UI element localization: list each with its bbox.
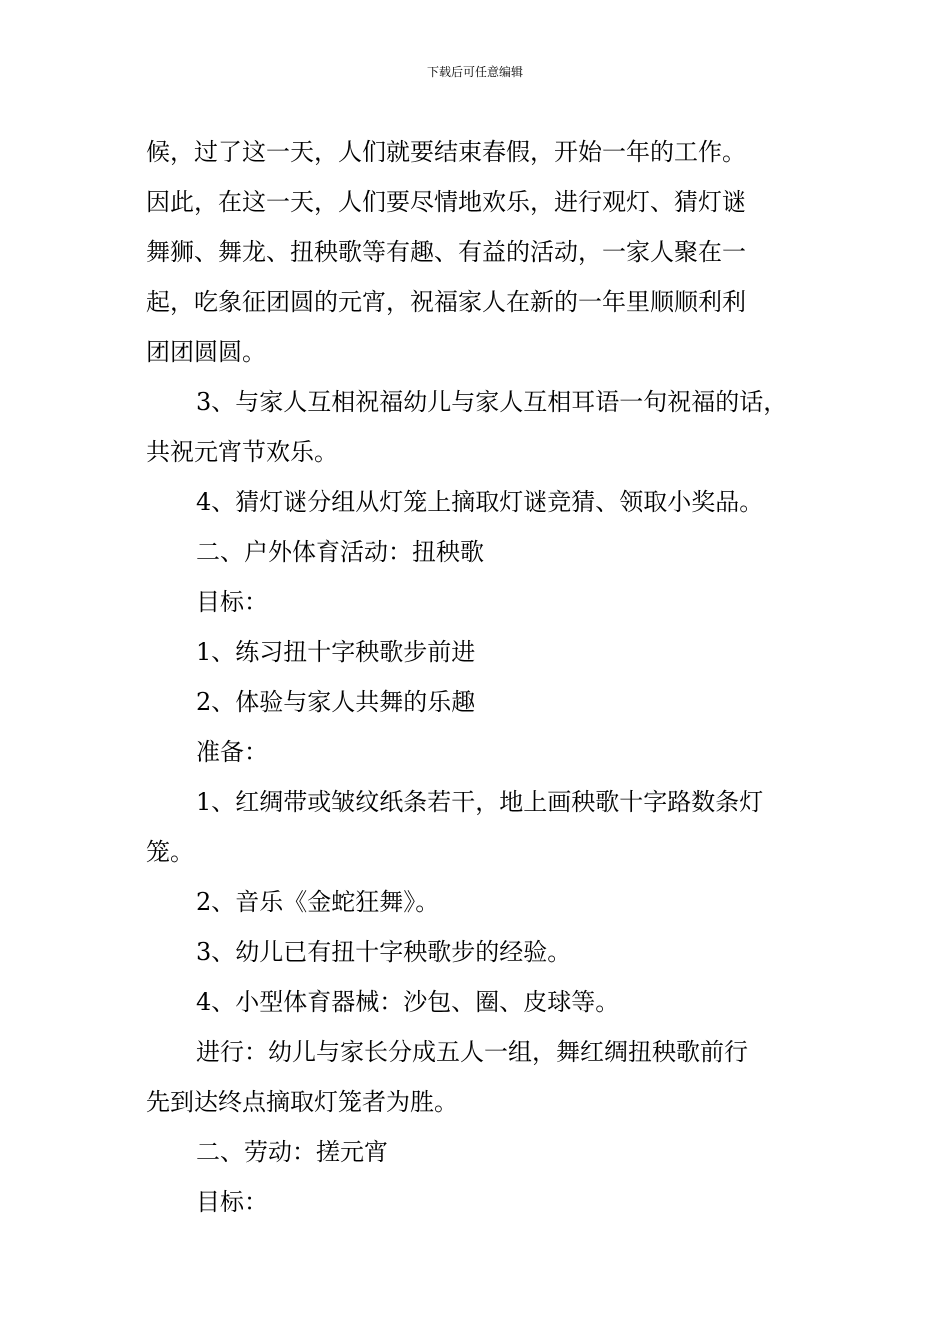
text-line: 共祝元宵节欢乐。: [146, 438, 338, 466]
subheading: 目标：: [196, 588, 268, 616]
text-line: 4、小型体育器械：沙包、圈、皮球等。: [196, 988, 620, 1016]
text-line: 因此，在这一天，人们要尽情地欢乐，进行观灯、猜灯谜: [146, 188, 746, 216]
section-heading: 二、户外体育活动：扭秧歌: [196, 538, 484, 566]
subheading: 准备：: [196, 738, 268, 766]
text-line: 进行：幼儿与家长分成五人一组，舞红绸扭秧歌前行: [196, 1038, 748, 1066]
text-line: 笼。: [146, 838, 194, 866]
text-line: 3、幼儿已有扭十字秧歌步的经验。: [196, 938, 572, 966]
text-line: 候，过了这一天，人们就要结束春假，开始一年的工作。: [146, 138, 746, 166]
text-line: 1、红绸带或皱纹纸条若干，地上画秧歌十字路数条灯: [196, 788, 764, 816]
text-line: 2、体验与家人共舞的乐趣: [196, 688, 476, 716]
text-line: 1、练习扭十字秧歌步前进: [196, 638, 476, 666]
document-body: [146, 127, 826, 1227]
page-header: 下载后可任意编辑: [426, 65, 523, 79]
text-line: 起，吃象征团圆的元宵，祝福家人在新的一年里顺顺利利: [146, 288, 746, 316]
text-line: 团团圆圆。: [146, 338, 266, 366]
text-line: 先到达终点摘取灯笼者为胜。: [146, 1088, 458, 1116]
section-heading: 二、劳动：搓元宵: [196, 1138, 388, 1166]
text-line: 4、猜灯谜分组从灯笼上摘取灯谜竞猜、领取小奖品。: [196, 488, 764, 516]
text-line: 舞狮、舞龙、扭秧歌等有趣、有益的活动，一家人聚在一: [146, 238, 746, 266]
subheading: 目标：: [196, 1188, 268, 1216]
text-line: 3、与家人互相祝福幼儿与家人互相耳语一句祝福的话，: [196, 388, 788, 416]
text-line: 2、音乐《金蛇狂舞》。: [196, 888, 440, 916]
